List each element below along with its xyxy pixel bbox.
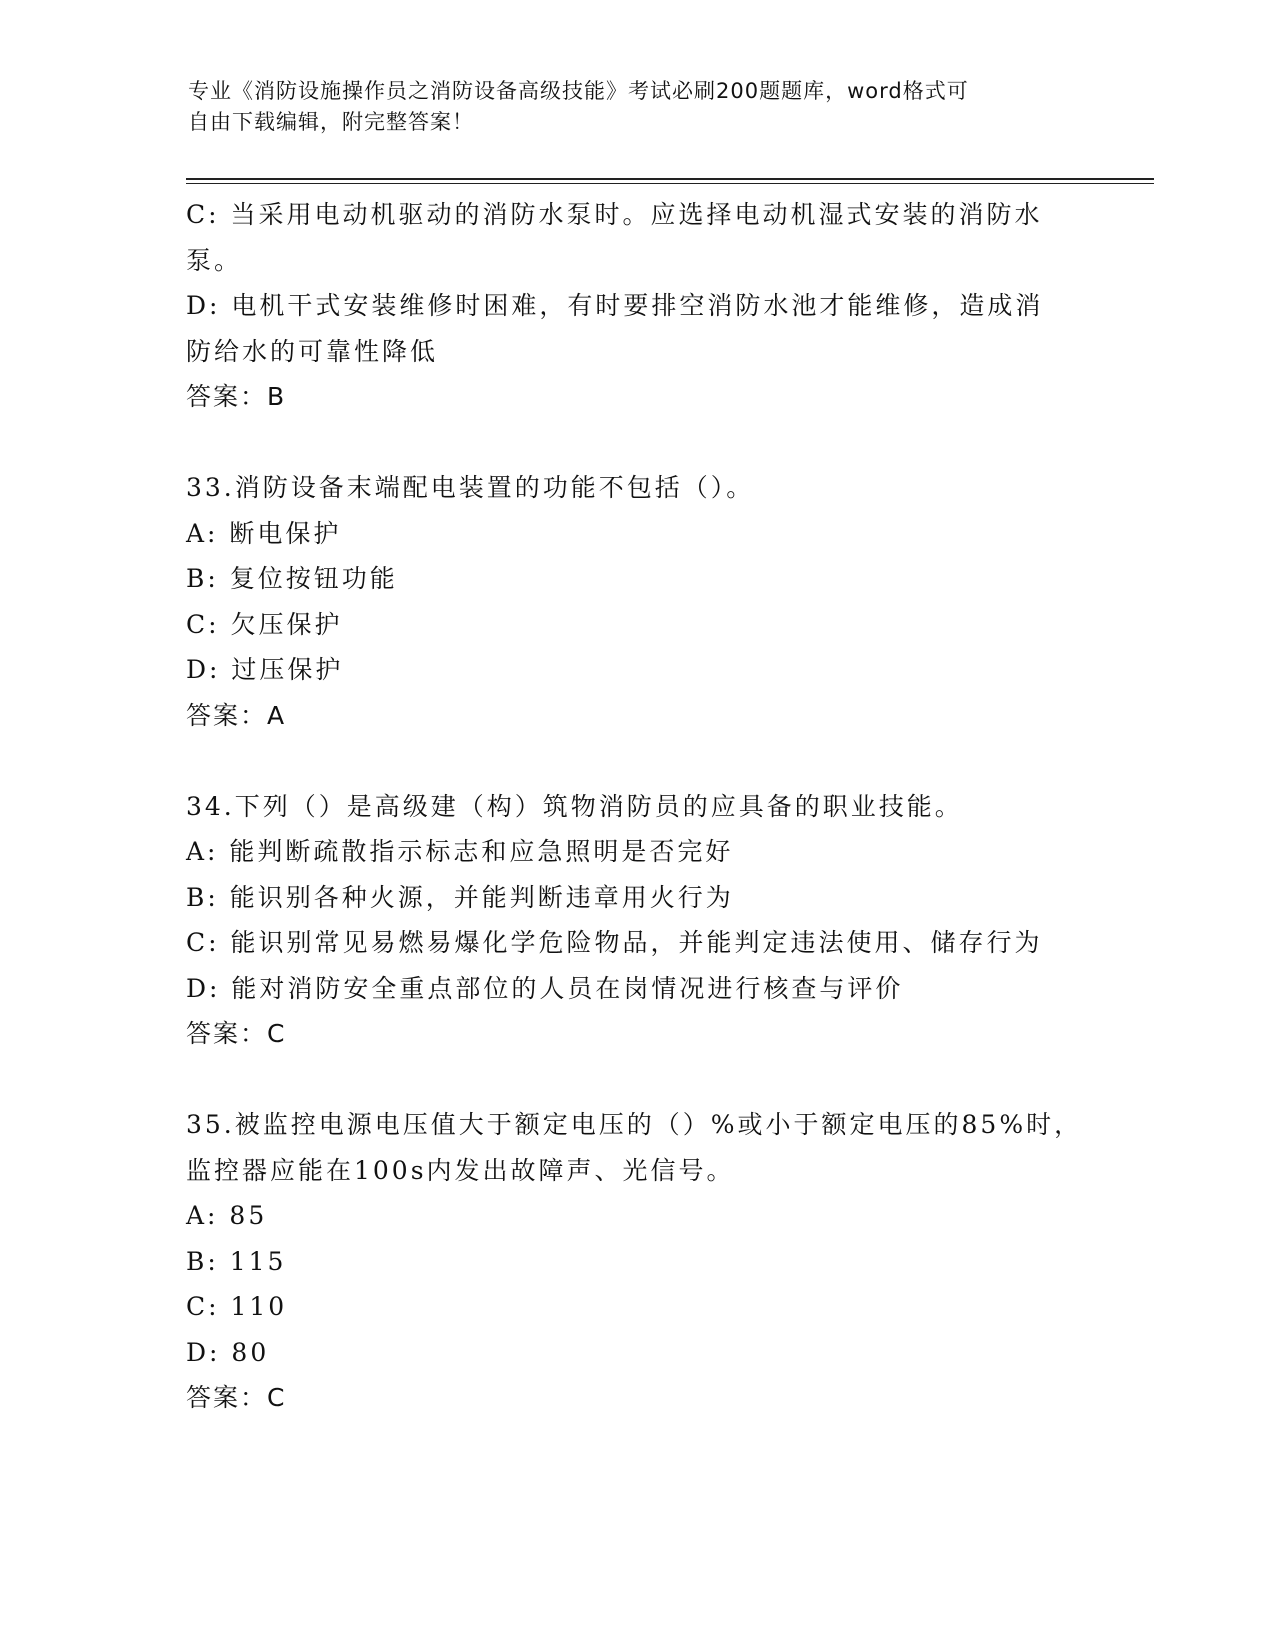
question-spacer xyxy=(186,1057,1086,1103)
question-spacer xyxy=(186,420,1086,466)
option-d-line-1: D: 电机干式安装维修时困难，有时要排空消防水池才能维修，造成消 xyxy=(186,291,1044,320)
option-c-line-2: 泵。 xyxy=(186,245,243,275)
question-stem-line-2: 监控器应能在100s内发出故障声、光信号。 xyxy=(186,1155,735,1185)
answer-line: 答案：C xyxy=(186,1019,287,1048)
answer-line: 答案：C xyxy=(186,1383,287,1412)
header-divider-thin xyxy=(186,183,1154,184)
question-stem: 34.下列（）是高级建（构）筑物消防员的应具备的职业技能。 xyxy=(186,791,963,821)
header-divider-thick xyxy=(186,178,1154,180)
question-stem-line-1: 35.被监控电源电压值大于额定电压的（）%或小于额定电压的85%时， xyxy=(186,1110,1083,1139)
option-b: B: 复位按钮功能 xyxy=(186,564,398,593)
answer-line: 答案：B xyxy=(186,382,287,411)
question-33 xyxy=(186,465,1086,738)
document-body xyxy=(186,192,1086,1421)
option-d: D: 80 xyxy=(186,1337,270,1367)
option-c: C: 欠压保护 xyxy=(186,609,343,639)
option-b: B: 能识别各种火源，并能判断违章用火行为 xyxy=(186,882,734,912)
header-line-2: 自由下载编辑，附完整答案！ xyxy=(188,110,474,134)
header-line-1: 专业《消防设施操作员之消防设备高级技能》考试必刷200题题库，word格式可 xyxy=(188,79,969,103)
option-c: C: 能识别常见易燃易爆化学危险物品，并能判定违法使用、储存行为 xyxy=(186,928,1043,957)
option-d: D: 过压保护 xyxy=(186,655,344,684)
option-a: A: 断电保护 xyxy=(186,518,342,548)
option-c-line-1: C: 当采用电动机驱动的消防水泵时。应选择电动机湿式安装的消防水 xyxy=(186,200,1043,229)
page-header xyxy=(188,76,1088,138)
option-a: A: 85 xyxy=(186,1201,268,1230)
option-a: A: 能判断疏散指示标志和应急照明是否完好 xyxy=(186,837,734,866)
option-b: B: 115 xyxy=(186,1246,287,1276)
question-35 xyxy=(186,1102,1086,1421)
question-stem: 33.消防设备末端配电装置的功能不包括（）。 xyxy=(186,473,755,502)
option-d-line-2: 防给水的可靠性降低 xyxy=(186,336,439,366)
question-34 xyxy=(186,784,1086,1057)
option-c: C: 110 xyxy=(186,1292,288,1321)
question-32-continued xyxy=(186,192,1086,420)
option-d: D: 能对消防安全重点部位的人员在岗情况进行核查与评价 xyxy=(186,973,904,1003)
question-spacer xyxy=(186,738,1086,784)
answer-line: 答案：A xyxy=(186,700,287,730)
